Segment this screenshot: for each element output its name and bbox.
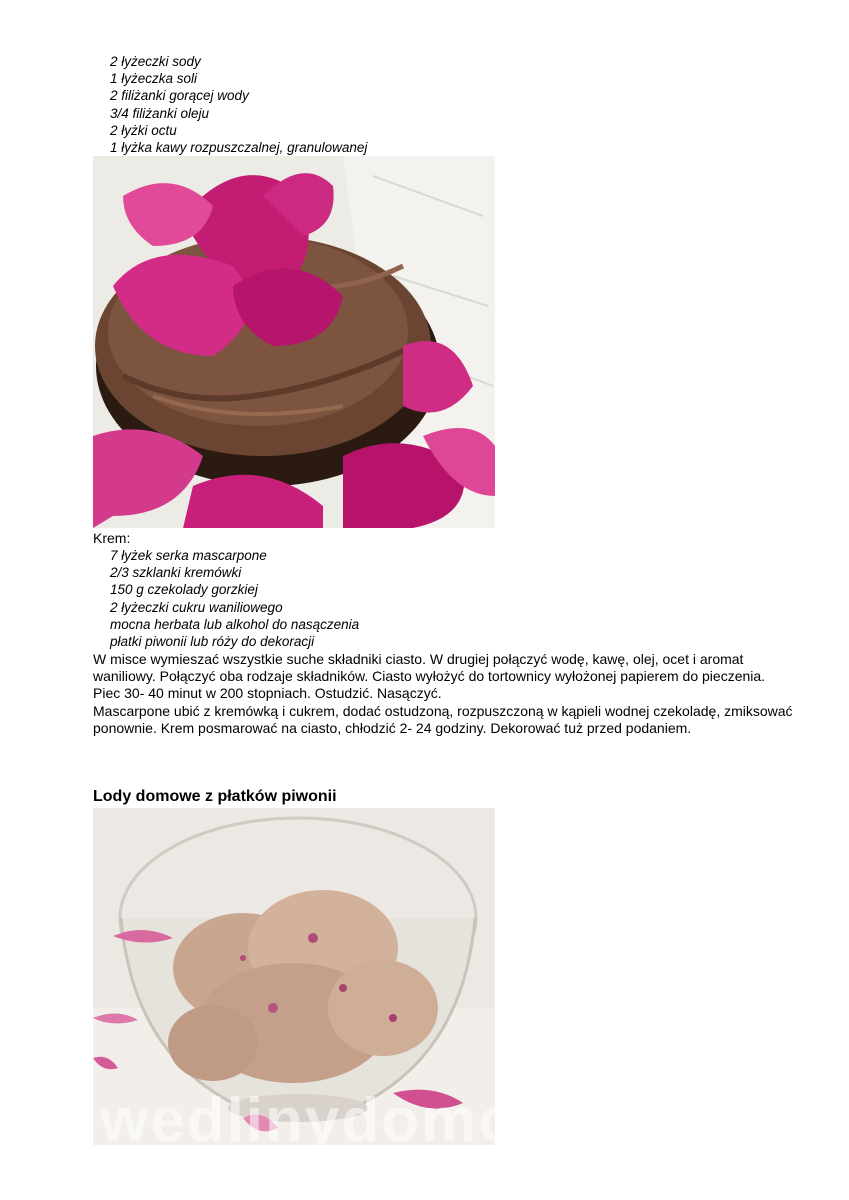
watermark-text: wedlinydomowe.pl (100, 1086, 684, 1155)
ingredient-item: 2 łyżeczki cukru waniliowego (110, 599, 283, 615)
ingredient-item: 2 łyżeczki sody (110, 54, 201, 69)
cream-ingredient-list (110, 547, 359, 650)
section-title: Lody domowe z płatków piwonii (93, 788, 337, 805)
ingredient-item: 1 łyżeczka soli (110, 71, 198, 87)
ingredient-item: 150 g czekolady gorzkiej (110, 582, 258, 598)
cake-photo (93, 156, 495, 528)
cake-illustration (93, 156, 495, 528)
ingredient-item: 2 filiżanki gorącej wody (110, 88, 249, 104)
ingredient-item: 2 łyżki octu (110, 122, 177, 138)
cream-label: Krem: (93, 530, 131, 546)
ingredient-item: 7 łyżek serka mascarpone (110, 548, 267, 563)
instructions-cream: Mascarpone ubić z kremówką i cukrem, dodać ostudzoną, rozpuszczoną w kąpieli wodnej czekoladę, zmiksować ponownie. Krem posmarować na ciasto, chłodzić 2- 24 godziny. Dekorować tuż przed podaniem. (93, 703, 793, 737)
ingredient-item: 3/4 filiżanki oleju (110, 105, 210, 121)
ingredient-item: płatki piwonii lub róży do dekoracji (110, 634, 315, 650)
ingredient-item: 1 łyżka kawy rozpuszczalnej, granulowanej (110, 140, 368, 156)
ingredient-list-top (110, 53, 367, 156)
ingredient-item: 2/3 szklanki kremówki (110, 565, 242, 581)
ingredient-item: mocna herbata lub alkohol do nasączenia (110, 616, 360, 632)
instructions-dough: W misce wymieszać wszystkie suche składniki ciasto. W drugiej połączyć wodę, kawę, olej, ocet i aromat waniliowy. Połączyć oba rodzaje składników. Ciasto wyłożyć do tortownicy wyłożonej papierem do pieczenia. Piec 30- 40 minut w 200 stopniach. Ostudzić. Nasączyć. (93, 651, 766, 702)
